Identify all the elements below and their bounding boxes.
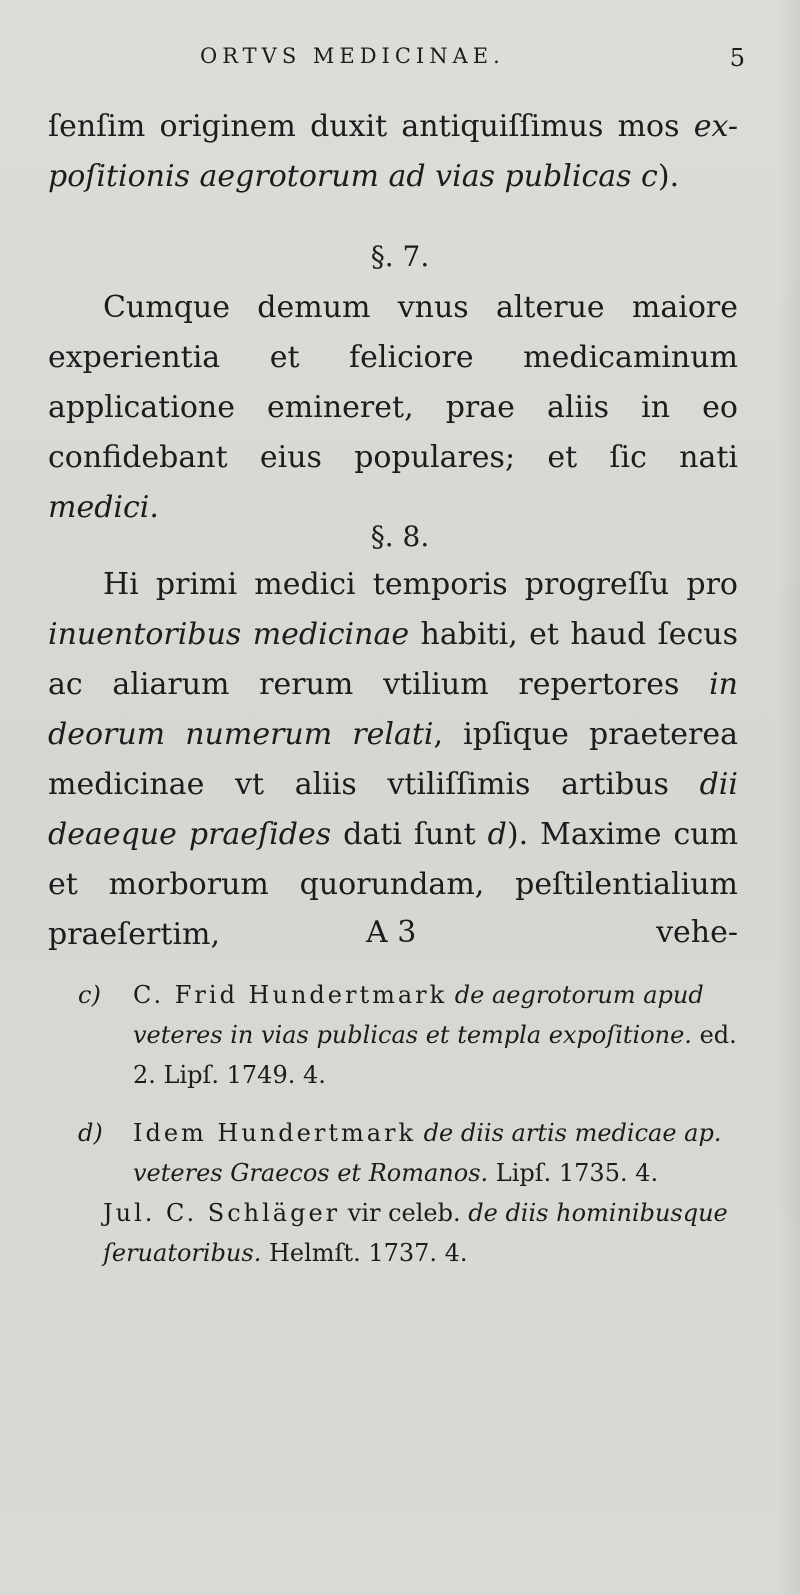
section-7-heading: §. 7. (370, 240, 430, 273)
intro-italic-2: poſitionis aegrotorum ad vias publicas c (48, 159, 658, 194)
section-7-italic: medici (48, 490, 150, 525)
section-8-text-5: ). Maxime cum et morborum quorundam, peſtilentialium praeſertim, (48, 817, 739, 952)
footnote-d2-title: de diis hominibusque ſeruatoribus. (103, 1199, 728, 1267)
footnote-c-author: C. Frid Hundertmark (133, 981, 448, 1009)
intro-italic-1: ex- (693, 109, 738, 144)
section-7-paragraph (48, 283, 738, 533)
footnote-c (78, 975, 738, 1095)
footnote-d-marker: d) (78, 1119, 103, 1147)
section-7-text: Cumque demum vnus alterue maiore experientia et feliciore medicaminum applicatione emineret, prae aliis in eo confidebant eius populares; et ſic nati (48, 290, 738, 475)
footnote-c-marker: c) (78, 981, 101, 1009)
footnote-d (78, 1113, 738, 1193)
section-8-heading: §. 8. (370, 520, 430, 553)
footnote-d-title: de diis artis medicae ap. veteres Graecos et Romanos. (133, 1119, 722, 1187)
footnotes (78, 975, 738, 1273)
intro-end: ). (657, 159, 680, 194)
signature-mark: A 3 (366, 915, 417, 950)
section-7-end: . (149, 490, 159, 525)
intro-paragraph (48, 102, 738, 202)
section-8-text-1: Hi primi medici temporis progreſſu pro (103, 567, 738, 602)
signature-row (48, 915, 738, 961)
footnote-d-continued (78, 1193, 738, 1273)
section-8-text-4: dati ſunt (331, 817, 488, 852)
footnote-d2-text: vir celeb. (340, 1199, 469, 1227)
section-8-italic-1: inuentoribus medicinae (48, 617, 410, 652)
footnote-d2-author: Jul. C. Schläger (103, 1199, 341, 1227)
footnote-d-rest: Lipſ. 1735. 4. (488, 1159, 659, 1187)
section-8-text-2: habiti, et haud ſecus ac aliarum rerum vtilium repertores (48, 617, 738, 702)
running-title: ORTVS MEDICINAE. (200, 44, 505, 68)
section-8-italic-4: d (487, 817, 507, 852)
section-8-italic-2: in deorum numerum relati (48, 667, 738, 752)
footnote-d-author: Idem Hundertmark (133, 1119, 417, 1147)
section-8-italic-3: dii deaeque praeſides (48, 767, 738, 852)
footnote-c-title: de aegrotorum apud veteres in vias publicas et templa expoſitione. (133, 981, 704, 1049)
footnote-c-rest: ed. 2. Lipſ. 1749. 4. (133, 1021, 737, 1089)
catchword: vehe- (656, 915, 738, 950)
intro-text: ſenſim originem duxit antiquiſſimus mos (48, 109, 694, 144)
section-8-text-3: , ipſique praeterea medicinae vt aliis vtiliſſimis artibus (48, 717, 738, 802)
section-8-paragraph (48, 560, 738, 960)
page-number: 5 (729, 44, 745, 72)
footnote-d2-rest: Helmſt. 1737. 4. (261, 1239, 468, 1267)
running-header (200, 44, 745, 84)
